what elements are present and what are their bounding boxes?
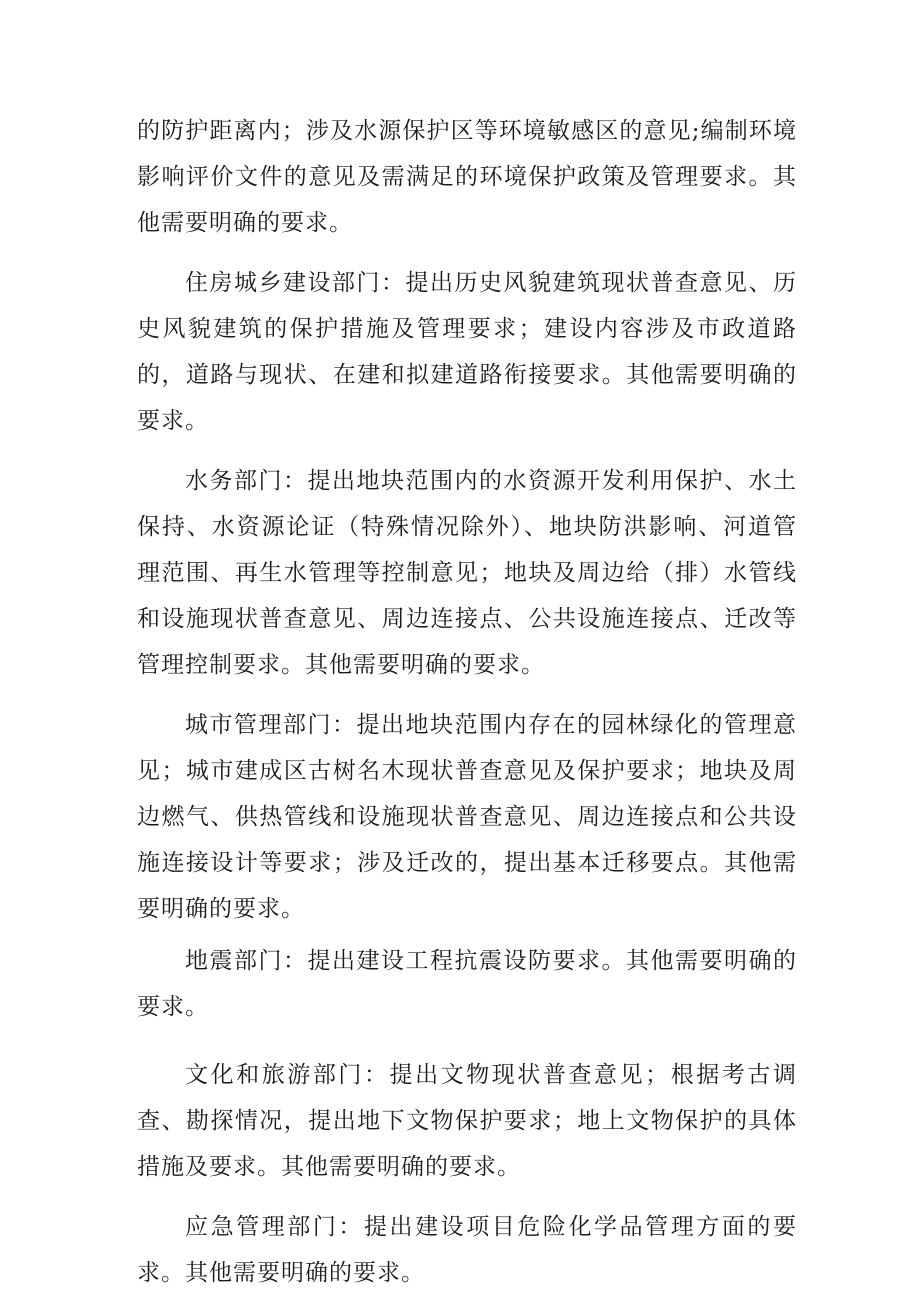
paragraph-housing-construction: 住房城乡建设部门：提出历史风貌建筑现状普查意见、历史风貌建筑的保护措施及管理要求；建设内容涉及市政道路的，道路与现状、在建和拟建道路衔接要求。其他需要明确的要求。 [137, 270, 797, 434]
paragraph-environment-continued: 的防护距离内；涉及水源保护区等环境敏感区的意见;编制环境影响评价文件的意见及需满足的环境保护政策及管理要求。其他需要明确的要求。 [137, 118, 797, 236]
paragraph-water-affairs: 水务部门：提出地块范围内的水资源开发利用保护、水土保持、水资源论证（特殊情况除外）、地块防洪影响、河道管理范围、再生水管理等控制意见；地块及周边给（排）水管线和设施现状普查意见、周边连接点、公共设施连接点、迁改等管理控制要求。其他需要明确的要求。 [137, 468, 797, 678]
paragraph-emergency-management: 应急管理部门：提出建设项目危险化学品管理方面的要求。其他需要明确的要求。 [137, 1214, 797, 1286]
paragraph-culture-tourism: 文化和旅游部门：提出文物现状普查意见；根据考古调查、勘探情况，提出地下文物保护要求；地上文物保护的具体措施及要求。其他需要明确的要求。 [137, 1062, 797, 1180]
document-body [137, 108, 797, 1310]
paragraph-earthquake: 地震部门：提出建设工程抗震设防要求。其他需要明确的要求。 [137, 948, 797, 1020]
paragraph-urban-management: 城市管理部门：提出地块范围内存在的园林绿化的管理意见；城市建成区古树名木现状普查意见及保护要求；地块及周边燃气、供热管线和设施现状普查意见、周边连接点和公共设施连接设计等要求；涉及迁改的，提出基本迁移要点。其他需要明确的要求。 [137, 712, 797, 922]
